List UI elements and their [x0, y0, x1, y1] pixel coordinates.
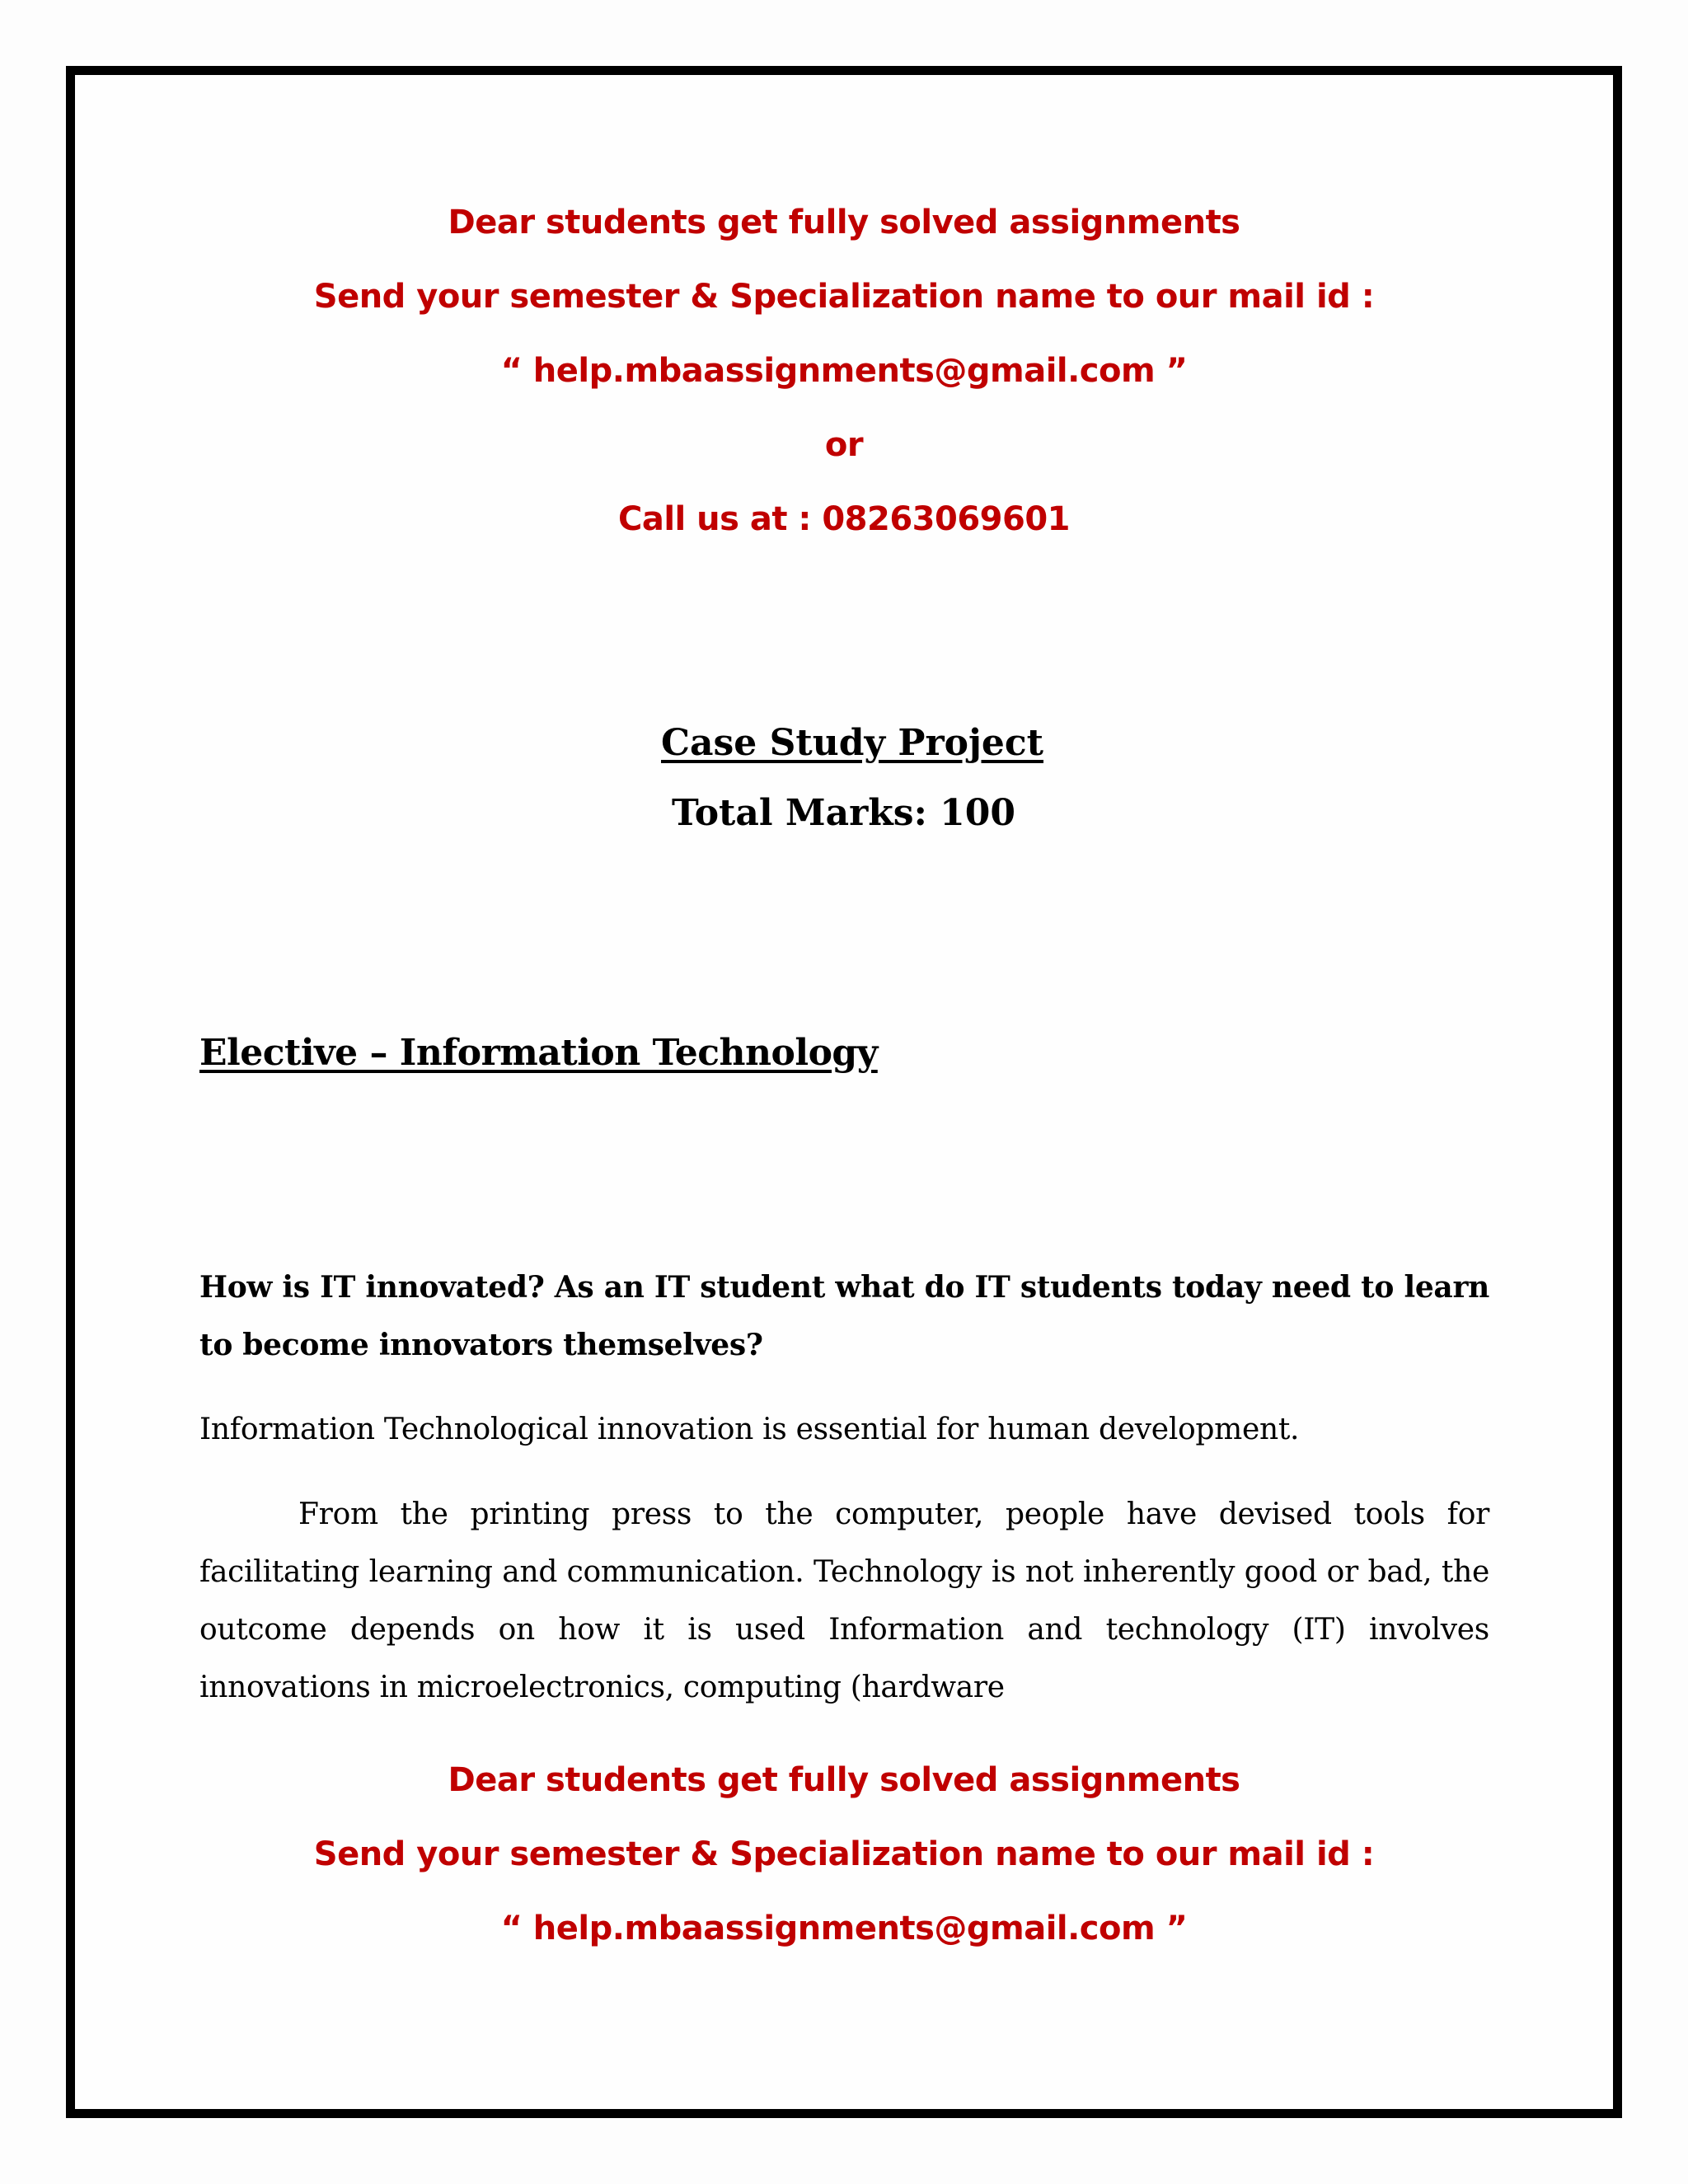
- promo-top-line-1: Dear students get fully solved assignments: [448, 204, 1240, 241]
- promo-top-phone: Call us at : 08263069601: [617, 500, 1071, 538]
- paragraph-body: From the printing press to the computer, people have devised tools for facilitating learning and communication. Technology is not inherently good or bad, the outcome depends on how it is used Information and technology (IT) involves innovations in microelectronics, computing (hardware: [199, 1497, 1489, 1704]
- paragraph-intro: Information Technological innovation is essential for human development.: [199, 1413, 1300, 1446]
- promo-top-or: or: [824, 426, 864, 464]
- question-text: How is IT innovated? As an IT student what do IT students today need to learn to become innovators themselves?: [199, 1270, 1489, 1362]
- total-marks: Total Marks: 100: [672, 792, 1015, 834]
- promo-top-email: “ help.mbaassignments@gmail.com ”: [500, 352, 1188, 390]
- elective-heading: Elective – Information Technology: [199, 1032, 878, 1074]
- promo-bottom-email: “ help.mbaassignments@gmail.com ”: [500, 1910, 1188, 1947]
- case-study-title: Case Study Project: [661, 722, 1043, 764]
- promo-bottom-line-2: Send your semester & Specialization name to our mail id :: [313, 1835, 1375, 1873]
- promo-top-line-2: Send your semester & Specialization name to our mail id :: [313, 278, 1375, 316]
- case-study-title-row: [0, 721, 1688, 766]
- promo-bottom-line-1: Dear students get fully solved assignments: [448, 1761, 1240, 1799]
